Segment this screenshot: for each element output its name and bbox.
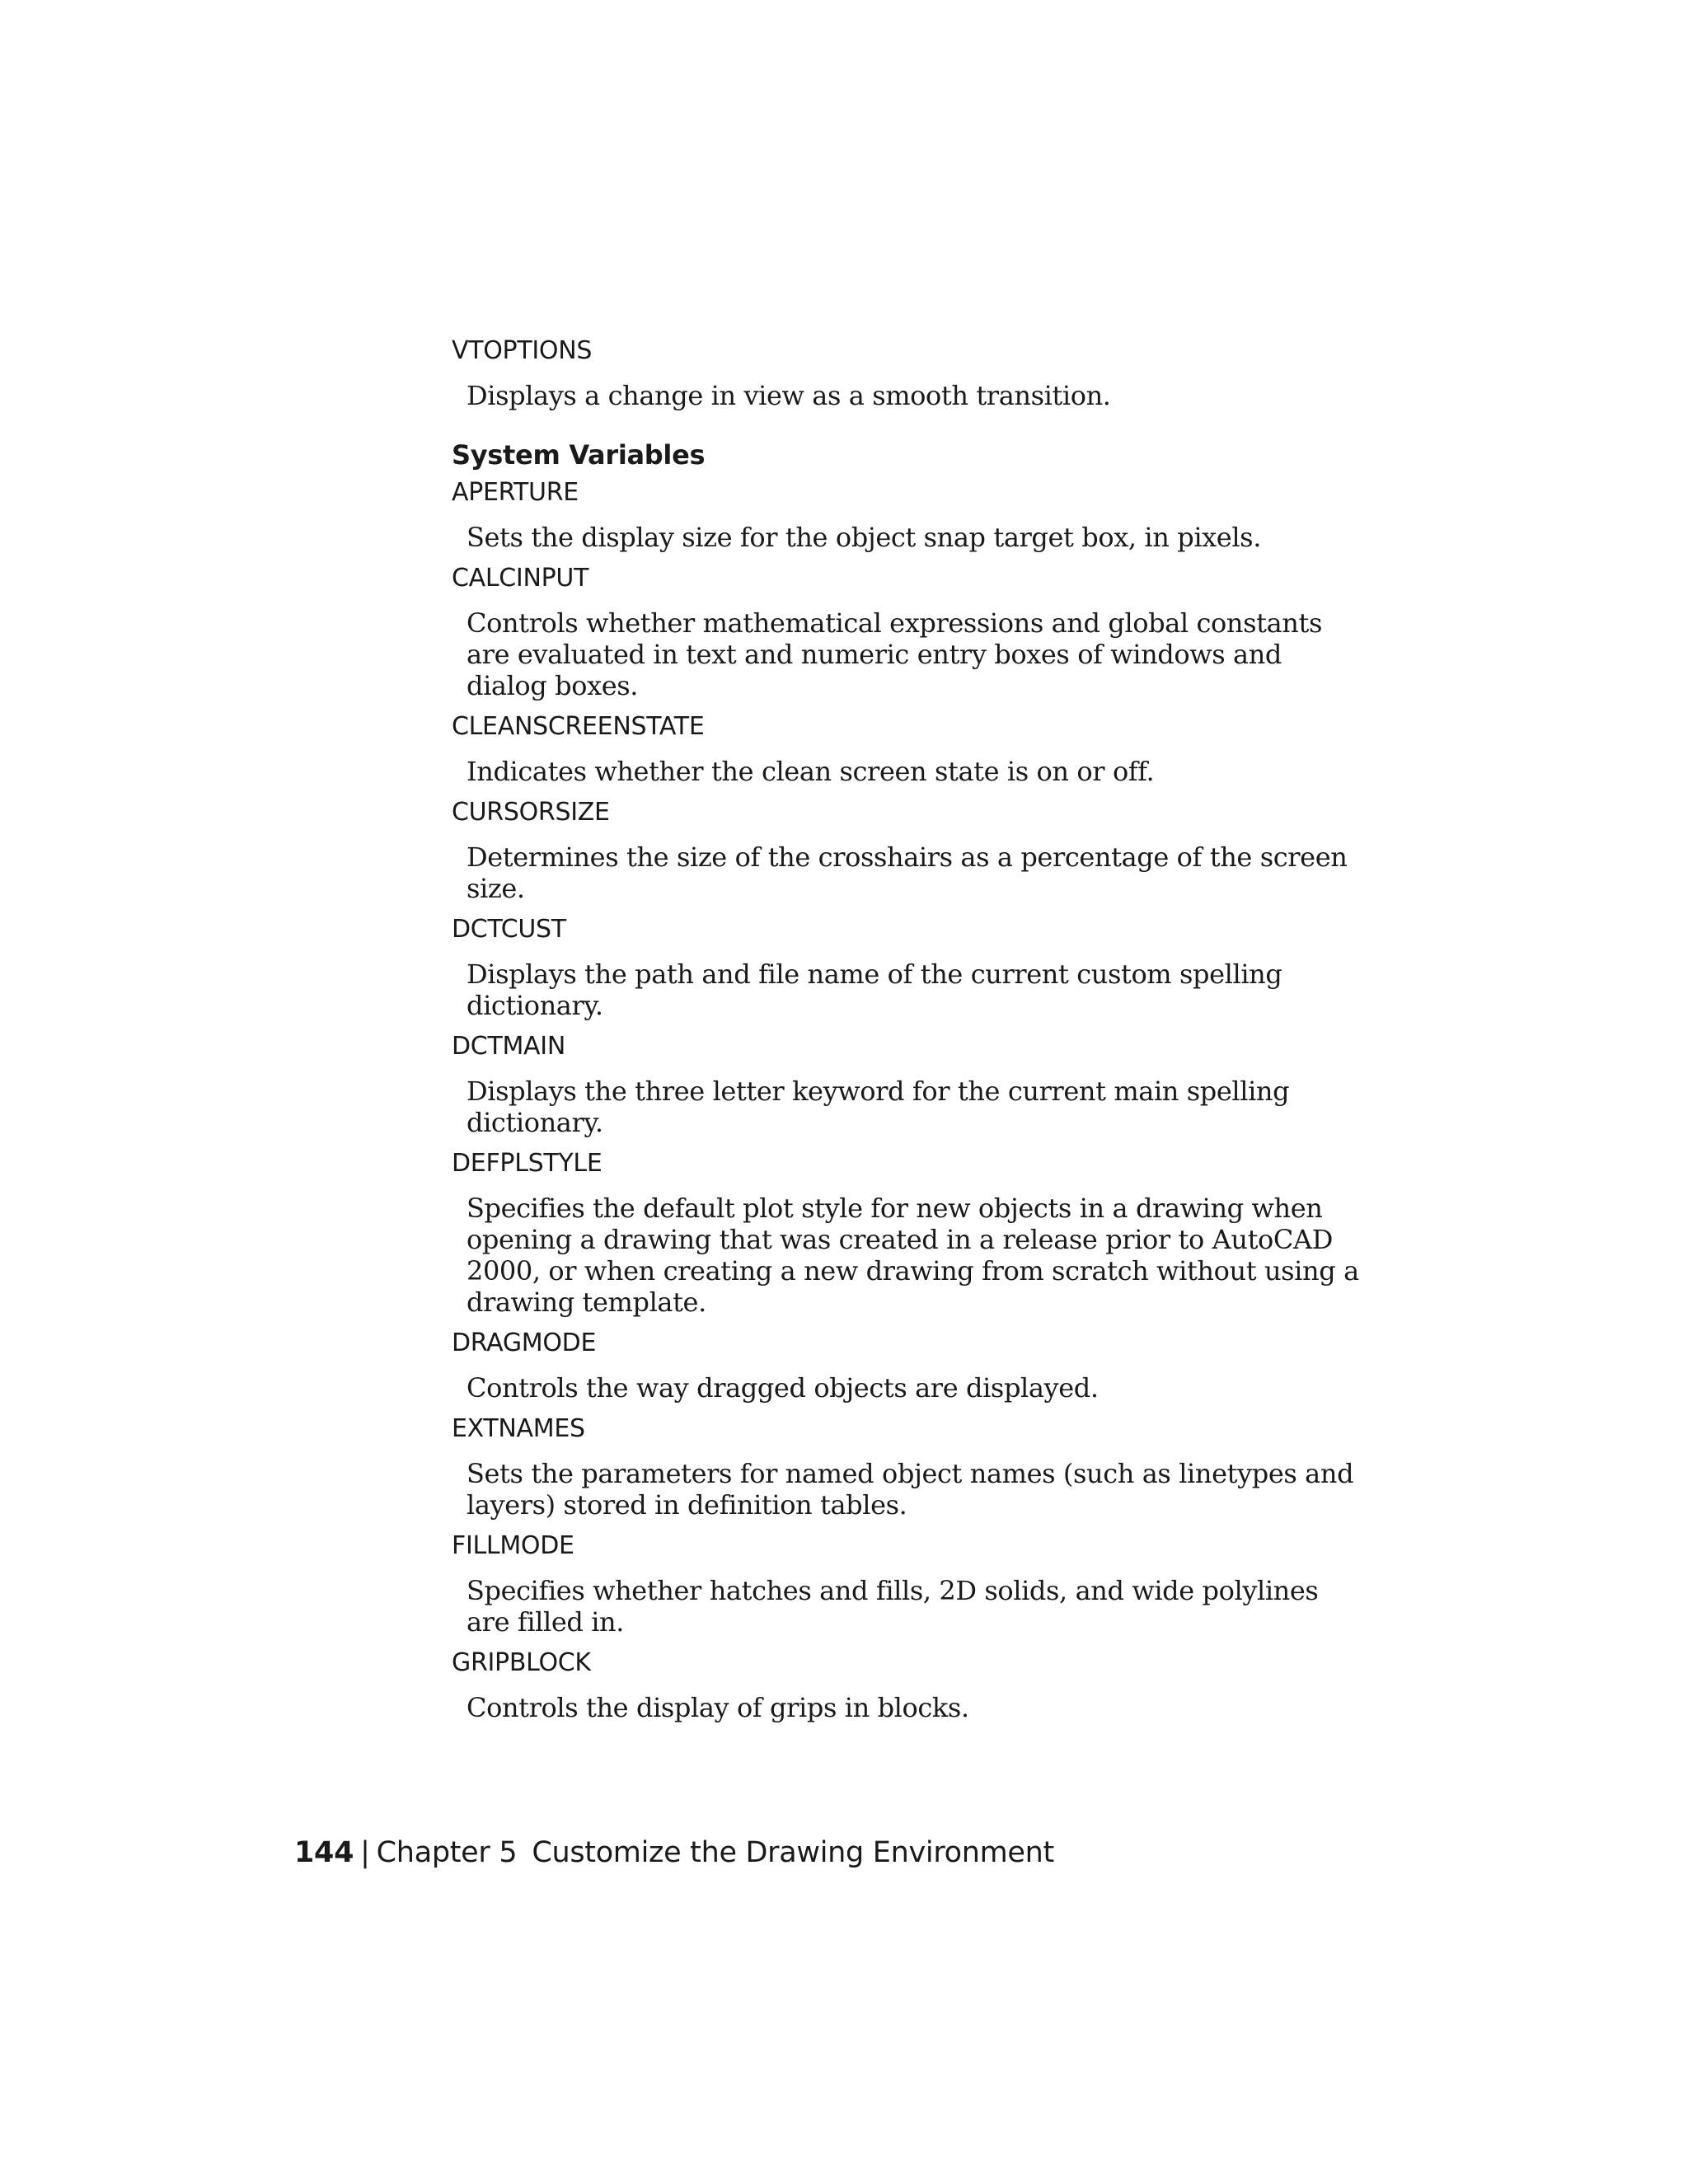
- page-footer: [294, 1836, 1054, 1869]
- entry-term: DCTCUST: [452, 915, 566, 944]
- entry-term: EXTNAMES: [452, 1414, 585, 1443]
- chapter-title: Customize the Drawing Environment: [532, 1836, 1054, 1869]
- entry-description: Displays the path and file name of the current custom spelling dictionary.: [467, 958, 1282, 1021]
- entry-description: Indicates whether the clean screen state is on or off.: [467, 756, 1155, 787]
- entry-term: DRAGMODE: [452, 1329, 597, 1357]
- entry-description: Controls the way dragged objects are displayed.: [467, 1372, 1099, 1404]
- entry-term: CLEANSCREENSTATE: [452, 712, 705, 741]
- entry-description: Sets the parameters for named object names (such as linetypes and layers) stored in definition tables.: [467, 1458, 1354, 1521]
- entry-description: Specifies the default plot style for new objects in a drawing when opening a drawing that was created in a release prior to AutoCAD 2000, or when creating a new drawing from scratch without using a drawing template.: [467, 1193, 1359, 1318]
- chapter-label: Chapter 5: [376, 1836, 518, 1869]
- section-heading: System Variables: [452, 439, 706, 471]
- entry-description: Controls the display of grips in blocks.: [467, 1692, 969, 1723]
- entry-term: APERTURE: [452, 478, 579, 507]
- entry-term: CURSORSIZE: [452, 798, 610, 827]
- page-content: [452, 334, 1367, 1732]
- entry-term: DCTMAIN: [452, 1032, 565, 1061]
- entry-term: FILLMODE: [452, 1531, 574, 1560]
- entry-term: GRIPBLOCK: [452, 1648, 591, 1677]
- entry-description: Controls whether mathematical expressions and global constants are evaluated in text and numeric entry boxes of windows and dialog boxes.: [467, 607, 1322, 701]
- entry-term: VTOPTIONS: [452, 336, 593, 365]
- entry-description: Determines the size of the crosshairs as a percentage of the screen size.: [467, 841, 1348, 904]
- entry-term: CALCINPUT: [452, 564, 589, 593]
- page-number: 144: [294, 1836, 354, 1869]
- entry-list: [452, 476, 1367, 1732]
- footer-separator: |: [360, 1836, 370, 1869]
- entry-description: Displays a change in view as a smooth transition.: [467, 380, 1111, 411]
- entry-description: Displays the three letter keyword for the current main spelling dictionary.: [467, 1076, 1290, 1138]
- entry-term: DEFPLSTYLE: [452, 1149, 603, 1178]
- entry-description: Specifies whether hatches and fills, 2D solids, and wide polylines are filled in.: [467, 1575, 1319, 1638]
- entry-description: Sets the display size for the object snap target box, in pixels.: [467, 522, 1261, 553]
